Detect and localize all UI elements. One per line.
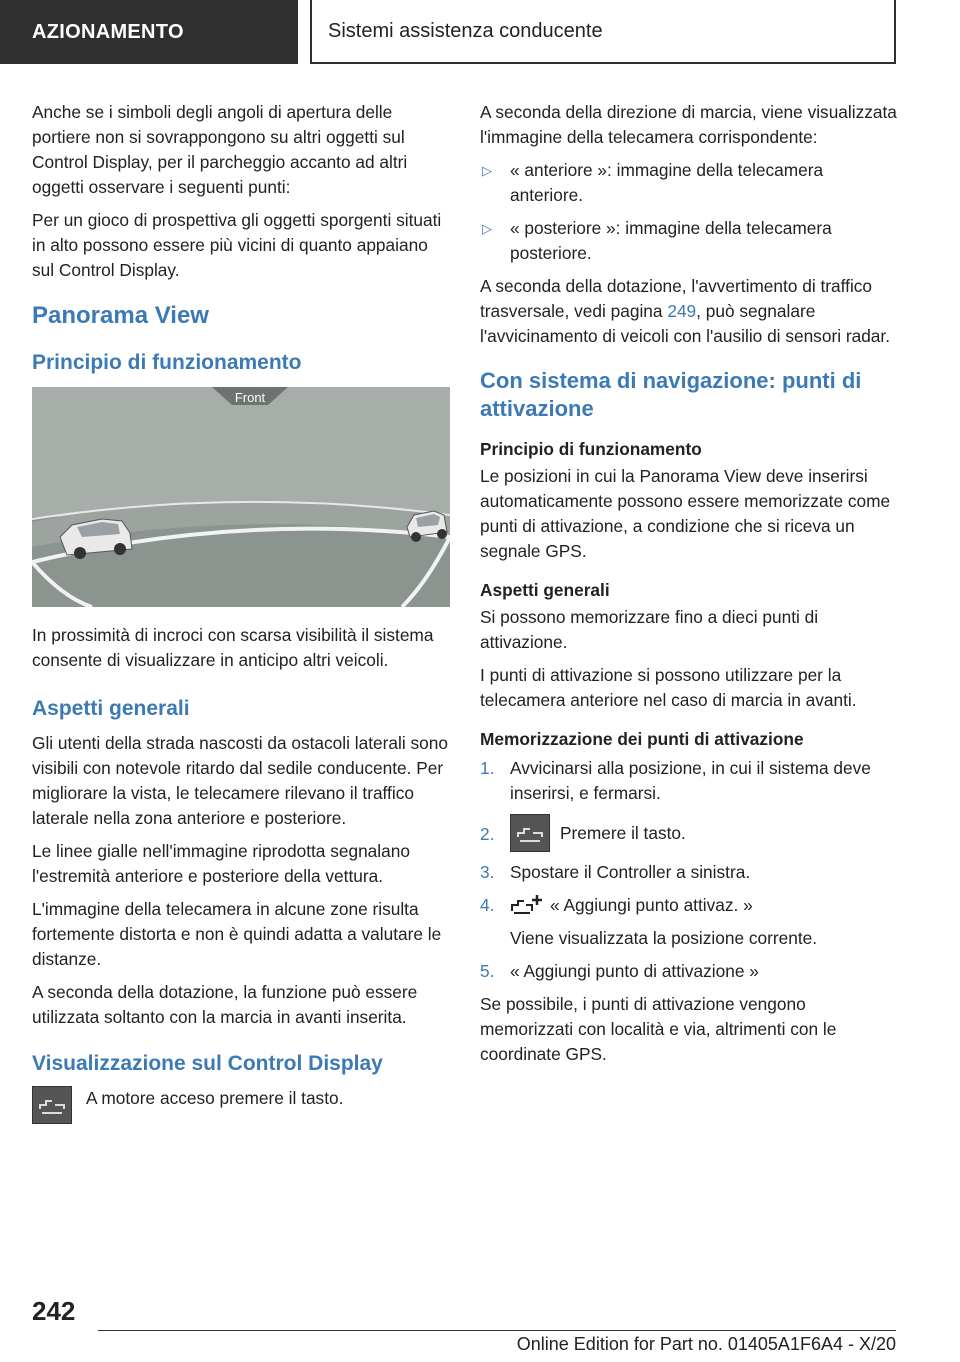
step-number: 4. xyxy=(480,895,495,915)
page-link-249[interactable]: 249 xyxy=(667,301,697,321)
footer-edition: Online Edition for Part no. 01405A1F6A4 - X/20 xyxy=(516,1334,896,1354)
paragraph: A motore acceso premere il tasto. xyxy=(86,1088,344,1108)
section-tab xyxy=(0,0,298,64)
chapter-title: Sistemi assistenza conducente xyxy=(328,19,603,42)
subheading-principio: Principio di funzionamento xyxy=(480,439,702,459)
paragraph: L'immagine della telecamera in alcune zone risulta fortemente distorta e non è quindi adatta a valutare le distanze. xyxy=(32,899,442,969)
step-3 xyxy=(480,860,900,885)
page-number: 242 xyxy=(32,1296,76,1326)
step-text: Avvicinarsi alla posizione, in cui il sistema deve inserirsi, e fermarsi. xyxy=(510,758,871,803)
paragraph: Le linee gialle nell'immagine riprodotta segnalano l'estremità anteriore e posteriore della vettura. xyxy=(32,841,410,886)
heading-navigazione: Con sistema di navigazione: punti di attivazione xyxy=(480,368,862,421)
heading-aspetti-generali: Aspetti generali xyxy=(32,697,190,720)
step-4 xyxy=(480,893,900,918)
step-5 xyxy=(480,959,900,984)
footer-divider xyxy=(98,1330,896,1331)
step-text: Spostare il Controller a sinistra. xyxy=(510,862,751,882)
list-item xyxy=(480,216,900,266)
paragraph-cross-traffic xyxy=(480,274,900,349)
paragraph: Si possono memorizzare fino a dieci punti di attivazione. xyxy=(480,607,819,652)
paragraph: A seconda della dotazione, la funzione può essere utilizzata soltanto con la marcia in avanti inserita. xyxy=(32,982,418,1027)
step-number: 5. xyxy=(480,961,495,981)
camera-button-icon xyxy=(510,814,550,852)
paragraph: Le posizioni in cui la Panorama View deve inserirsi automaticamente possono essere memorizzate come punti di attivazione, a condizione che si riceva un segnale GPS. xyxy=(480,466,891,561)
text: , può segnalare l'avvicinamento di veicoli con l'ausilio di sensori radar. xyxy=(480,301,891,346)
triangle-bullet-icon: ▷ xyxy=(482,163,492,178)
heading-panorama-view: Panorama View xyxy=(32,302,209,329)
add-activation-point-icon xyxy=(510,893,544,915)
list-item xyxy=(480,158,900,208)
step-number: 2. xyxy=(480,824,495,844)
heading-principio: Principio di funzionamento xyxy=(32,351,302,374)
section-title: AZIONAMENTO xyxy=(32,20,184,43)
step-text: Premere il tasto. xyxy=(560,822,686,843)
step-text: « Aggiungi punto di attivazione » xyxy=(510,961,759,981)
paragraph: A seconda della direzione di marcia, viene visualizzata l'immagine della telecamera corrispondente: xyxy=(480,102,897,147)
step-1 xyxy=(480,756,900,806)
text: A seconda della dotazione, l'avvertimento di traffico trasversale, vedi pagina xyxy=(480,276,873,321)
paragraph: In prossimità di incroci con scarsa visibilità il sistema consente di visualizzare in anticipo altri veicoli. xyxy=(32,625,434,670)
right-column xyxy=(480,100,900,1075)
list-item-text: « posteriore »: immagine della telecamera posteriore. xyxy=(510,218,832,263)
step-number: 1. xyxy=(480,758,495,778)
heading-visualizzazione: Visualizzazione sul Control Display xyxy=(32,1052,383,1075)
paragraph: Se possibile, i punti di attivazione vengono memorizzati con località e via, altrimenti con le coordinate GPS. xyxy=(480,994,837,1064)
camera-button-icon xyxy=(32,1086,72,1124)
triangle-bullet-icon: ▷ xyxy=(482,221,492,236)
subheading-aspetti: Aspetti generali xyxy=(480,580,610,600)
key-instruction xyxy=(32,1086,450,1124)
figure-label-front: Front xyxy=(234,390,266,405)
panorama-view-figure xyxy=(32,387,450,607)
left-column xyxy=(32,100,450,1124)
list-item-text: « anteriore »: immagine della telecamera anteriore. xyxy=(510,160,824,205)
paragraph: Anche se i simboli degli angoli di apertura delle portiere non si sovrappongono su altri oggetti sul Control Display, per il parcheggio accanto ad altri oggetti osservare i seguenti punti: xyxy=(32,102,408,197)
step-number: 3. xyxy=(480,862,495,882)
step-text: « Aggiungi punto attivaz. » xyxy=(550,895,753,915)
subheading-memorizzazione: Memorizzazione dei punti di attivazione xyxy=(480,729,804,749)
paragraph: Per un gioco di prospettiva gli oggetti sporgenti situati in alto possono essere più vicini di quanto appaiano sul Control Display. xyxy=(32,210,442,280)
step-2 xyxy=(480,814,900,852)
paragraph: Gli utenti della strada nascosti da ostacoli laterali sono visibili con notevole ritardo dal sedile conducente. Per migliorare la vista, le telecamere rilevano il traffico laterale nella zona anteriore e posteriore. xyxy=(32,733,448,828)
step-4-result: Viene visualizzata la posizione corrente. xyxy=(510,928,818,948)
paragraph: I punti di attivazione si possono utilizzare per la telecamera anteriore nel caso di marcia in avanti. xyxy=(480,665,857,710)
chapter-header xyxy=(310,0,896,64)
